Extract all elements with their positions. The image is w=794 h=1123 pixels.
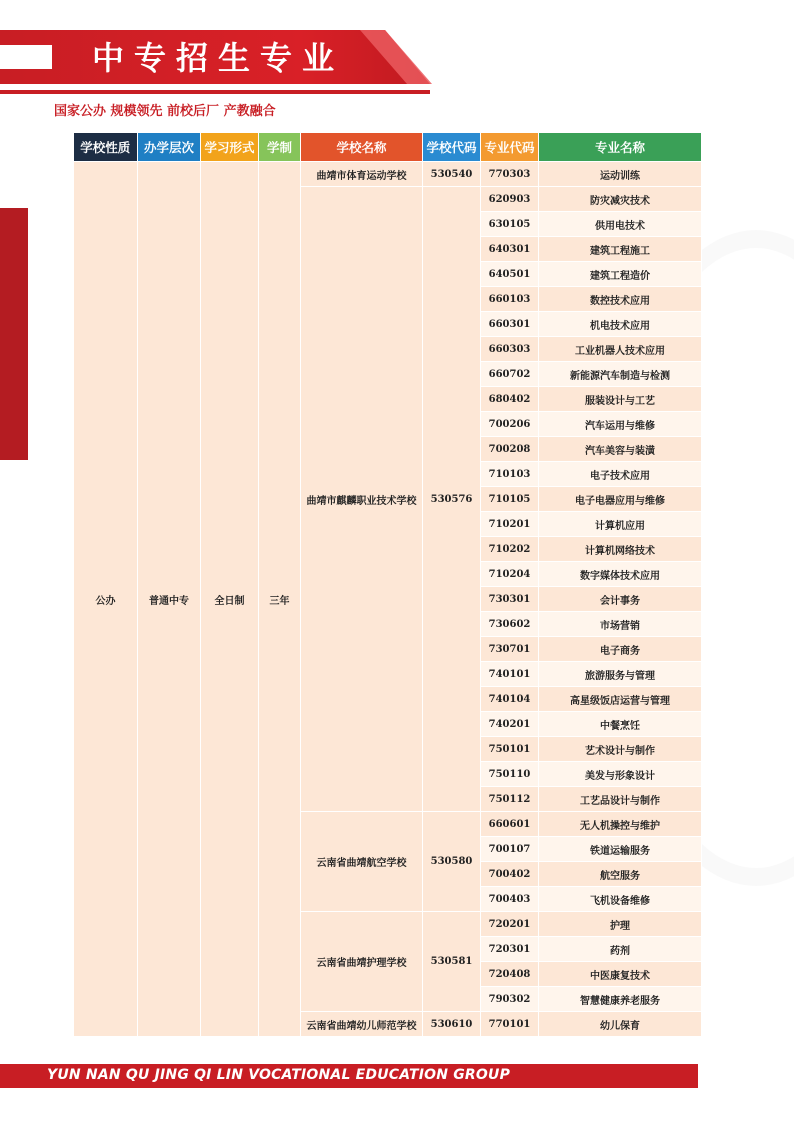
major-name-cell: 汽车运用与维修 xyxy=(539,412,702,437)
study-form-cell: 全日制 xyxy=(201,162,259,1037)
school-code-cell: 530581 xyxy=(423,912,481,1012)
major-code-cell: 790302 xyxy=(481,987,539,1012)
page-title: 中专招生专业 xyxy=(92,39,345,77)
level-cell: 普通中专 xyxy=(138,162,201,1037)
major-name-cell: 汽车美容与装潢 xyxy=(539,437,702,462)
major-code-cell: 660301 xyxy=(481,312,539,337)
major-code-cell: 640501 xyxy=(481,262,539,287)
major-name-cell: 供用电技术 xyxy=(539,212,702,237)
table-header-row xyxy=(74,133,702,162)
major-name-cell: 高星级饭店运营与管理 xyxy=(539,687,702,712)
major-code-cell: 660601 xyxy=(481,812,539,837)
major-name-cell: 市场营销 xyxy=(539,612,702,637)
major-name-cell: 数控技术应用 xyxy=(539,287,702,312)
header-white-tab xyxy=(0,45,52,69)
major-code-cell: 740101 xyxy=(481,662,539,687)
header-years: 学制 xyxy=(259,133,301,162)
major-code-cell: 700206 xyxy=(481,412,539,437)
major-name-cell: 中医康复技术 xyxy=(539,962,702,987)
major-name-cell: 幼儿保育 xyxy=(539,1012,702,1037)
major-name-cell: 护理 xyxy=(539,912,702,937)
major-name-cell: 美发与形象设计 xyxy=(539,762,702,787)
school-code-cell: 530576 xyxy=(423,187,481,812)
major-name-cell: 电子电器应用与维修 xyxy=(539,487,702,512)
major-code-cell: 640301 xyxy=(481,237,539,262)
major-name-cell: 会计事务 xyxy=(539,587,702,612)
major-code-cell: 720408 xyxy=(481,962,539,987)
header-study-form: 学习形式 xyxy=(201,133,259,162)
major-name-cell: 数字媒体技术应用 xyxy=(539,562,702,587)
major-code-cell: 680402 xyxy=(481,387,539,412)
school-code-cell: 530540 xyxy=(423,162,481,187)
header-major-code: 专业代码 xyxy=(481,133,539,162)
major-code-cell: 740104 xyxy=(481,687,539,712)
footer-text: YUN NAN QU JING QI LIN VOCATIONAL EDUCATION GROUP xyxy=(47,1067,511,1083)
major-name-cell: 电子技术应用 xyxy=(539,462,702,487)
school-name-cell: 曲靖市体育运动学校 xyxy=(301,162,423,187)
major-code-cell: 730701 xyxy=(481,637,539,662)
major-name-cell: 电子商务 xyxy=(539,637,702,662)
major-code-cell: 710103 xyxy=(481,462,539,487)
major-name-cell: 药剂 xyxy=(539,937,702,962)
major-code-cell: 740201 xyxy=(481,712,539,737)
major-name-cell: 防灾减灾技术 xyxy=(539,187,702,212)
school-name-cell: 曲靖市麒麟职业技术学校 xyxy=(301,187,423,812)
major-name-cell: 机电技术应用 xyxy=(539,312,702,337)
major-code-cell: 630105 xyxy=(481,212,539,237)
major-name-cell: 建筑工程施工 xyxy=(539,237,702,262)
major-name-cell: 旅游服务与管理 xyxy=(539,662,702,687)
major-code-cell: 730602 xyxy=(481,612,539,637)
header-level: 办学层次 xyxy=(138,133,201,162)
slogan: 国家公办 规模领先 前校后厂 产教融合 xyxy=(54,104,276,119)
major-name-cell: 运动训练 xyxy=(539,162,702,187)
major-name-cell: 艺术设计与制作 xyxy=(539,737,702,762)
major-code-cell: 750101 xyxy=(481,737,539,762)
major-code-cell: 710105 xyxy=(481,487,539,512)
header-major-name: 专业名称 xyxy=(539,133,702,162)
major-name-cell: 智慧健康养老服务 xyxy=(539,987,702,1012)
major-name-cell: 计算机应用 xyxy=(539,512,702,537)
major-name-cell: 新能源汽车制造与检测 xyxy=(539,362,702,387)
major-code-cell: 620903 xyxy=(481,187,539,212)
major-code-cell: 710201 xyxy=(481,512,539,537)
major-name-cell: 工业机器人技术应用 xyxy=(539,337,702,362)
major-code-cell: 700107 xyxy=(481,837,539,862)
major-code-cell: 700208 xyxy=(481,437,539,462)
major-code-cell: 700402 xyxy=(481,862,539,887)
major-code-cell: 710202 xyxy=(481,537,539,562)
major-code-cell: 750112 xyxy=(481,787,539,812)
major-name-cell: 工艺品设计与制作 xyxy=(539,787,702,812)
major-name-cell: 建筑工程造价 xyxy=(539,262,702,287)
major-name-cell: 飞机设备维修 xyxy=(539,887,702,912)
table-body xyxy=(74,162,702,1037)
major-code-cell: 730301 xyxy=(481,587,539,612)
school-name-cell: 云南省曲靖幼儿师范学校 xyxy=(301,1012,423,1037)
major-code-cell: 710204 xyxy=(481,562,539,587)
school-name-cell: 云南省曲靖护理学校 xyxy=(301,912,423,1012)
major-code-cell: 660103 xyxy=(481,287,539,312)
major-code-cell: 700403 xyxy=(481,887,539,912)
table-row xyxy=(74,162,702,187)
major-code-cell: 720201 xyxy=(481,912,539,937)
major-code-cell: 720301 xyxy=(481,937,539,962)
school-name-cell: 云南省曲靖航空学校 xyxy=(301,812,423,912)
major-name-cell: 中餐烹饪 xyxy=(539,712,702,737)
header-school-nature: 学校性质 xyxy=(74,133,138,162)
major-name-cell: 铁道运输服务 xyxy=(539,837,702,862)
header-underline xyxy=(0,90,430,94)
majors-table xyxy=(73,133,702,1037)
major-code-cell: 770303 xyxy=(481,162,539,187)
years-cell: 三年 xyxy=(259,162,301,1037)
major-code-cell: 660303 xyxy=(481,337,539,362)
major-name-cell: 服装设计与工艺 xyxy=(539,387,702,412)
major-name-cell: 计算机网络技术 xyxy=(539,537,702,562)
major-code-cell: 750110 xyxy=(481,762,539,787)
side-decoration-bar xyxy=(0,208,28,460)
major-name-cell: 航空服务 xyxy=(539,862,702,887)
major-code-cell: 660702 xyxy=(481,362,539,387)
major-name-cell: 无人机操控与维护 xyxy=(539,812,702,837)
school-code-cell: 530610 xyxy=(423,1012,481,1037)
school-nature-cell: 公办 xyxy=(74,162,138,1037)
school-code-cell: 530580 xyxy=(423,812,481,912)
header-school-name: 学校名称 xyxy=(301,133,423,162)
header-school-code: 学校代码 xyxy=(423,133,481,162)
major-code-cell: 770101 xyxy=(481,1012,539,1037)
